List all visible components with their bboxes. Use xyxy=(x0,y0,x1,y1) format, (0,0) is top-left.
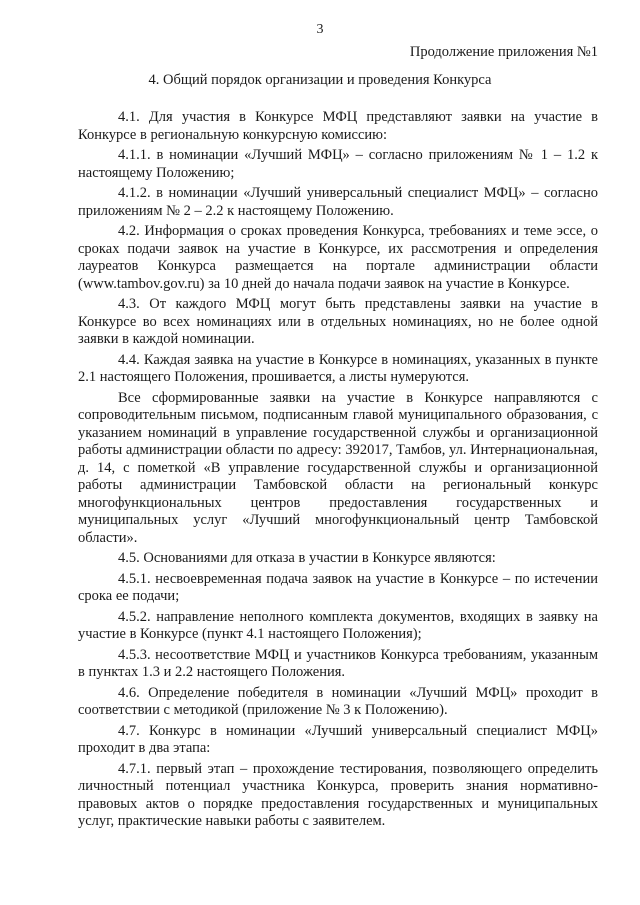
paragraph: 4.1.2. в номинации «Лучший универсальный специалист МФЦ» – согласно приложениям № 2 – 2.2 к настоящему Положению. xyxy=(78,185,598,219)
paragraph: 4.5.2. направление неполного комплекта документов, входящих в заявку на участие в Конкурсе (пункт 4.1 настоящего Положения); xyxy=(78,608,598,642)
paragraph: 4.4. Каждая заявка на участие в Конкурсе в номинациях, указанных в пункте 2.1 настоящего Положения, прошивается, а листы нумеруются. xyxy=(78,351,598,385)
paragraph: Все сформированные заявки на участие в Конкурсе направляются с сопроводительным письмом, подписанным главой муниципального образования, с указанием номинаций в управление государственной службы и организационной работы администрации области по адресу: 392017, Тамбов, ул. Интернациональная, д. 14, с пометкой «В управление государственной службы и организационной работы администрации Тамбовской области на региональный конкурс многофункциональных центров предоставления государственных и муниципальных услуг «Лучший многофункциональный центр Тамбовской области». xyxy=(78,389,598,546)
paragraph: 4.3. От каждого МФЦ могут быть представлены заявки на участие в Конкурсе во всех номинациях или в отдельных номинациях, но не более одной заявки в каждой номинации. xyxy=(78,296,598,347)
document-body xyxy=(78,109,598,834)
paragraph: 4.2. Информация о сроках проведения Конкурса, требованиях и теме эссе, о сроках подачи заявок на участие в Конкурсе, их рассмотрения и определения лауреатов Конкурса размещается на портале администрации области (www.tambov.gov.ru) за 10 дней до начала подачи заявок на участие в Конкурсе. xyxy=(78,223,598,292)
paragraph: 4.1.1. в номинации «Лучший МФЦ» – согласно приложениям № 1 – 1.2 к настоящему Положению; xyxy=(78,147,598,181)
paragraph: 4.7.1. первый этап – прохождение тестирования, позволяющего определить личностный потенциал участника Конкурса, проверить знания нормативно-правовых актов о порядке предоставления государственных и муниципальных услуг, практические навыки работы с заявителем. xyxy=(78,760,598,829)
paragraph: 4.1. Для участия в Конкурсе МФЦ представляют заявки на участие в Конкурсе в региональную конкурсную комиссию: xyxy=(78,109,598,143)
paragraph: 4.5.3. несоответствие МФЦ и участников Конкурса требованиям, указанным в пунктах 1.3 и 2.2 настоящего Положения. xyxy=(78,646,598,680)
section-title: 4. Общий порядок организации и проведения Конкурса xyxy=(148,72,492,88)
paragraph: 4.5.1. несвоевременная подача заявок на участие в Конкурсе – по истечении срока ее подачи; xyxy=(78,570,598,604)
page-number: 3 xyxy=(316,22,324,37)
paragraph: 4.7. Конкурс в номинации «Лучший универсальный специалист МФЦ» проходит в два этапа: xyxy=(78,722,598,756)
appendix-continuation-note: Продолжение приложения №1 xyxy=(409,44,598,60)
paragraph: 4.5. Основаниями для отказа в участии в Конкурсе являются: xyxy=(118,550,496,566)
paragraph: 4.6. Определение победителя в номинации «Лучший МФЦ» проходит в соответствии с методикой (приложение № 3 к Положению). xyxy=(78,684,598,718)
